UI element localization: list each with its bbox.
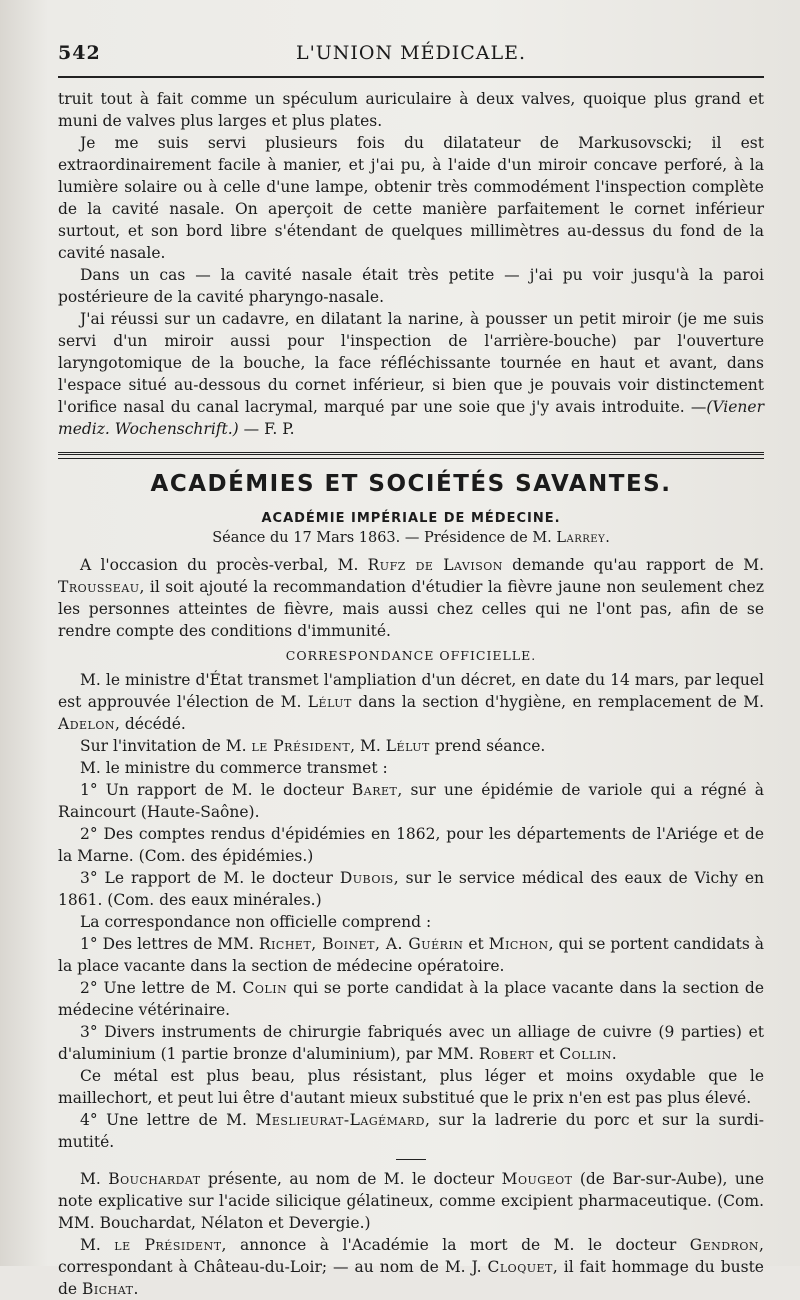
text-span: (de Bar-sur-Aube), une note explicative sur l'acide silicique gélatineux, comme excipient pharmaceutique. (Com. MM. Bouchardat, Nélaton et Devergie.)	[58, 1170, 764, 1232]
intro-paragraph-4	[58, 308, 764, 440]
seance-suffix: .	[605, 530, 610, 546]
text-span: demande qu'au rapport de M.	[502, 556, 764, 574]
person-name: Collin	[559, 1045, 612, 1063]
intro-paragraph-4-text: J'ai réussi sur un cadavre, en dilatant la narine, à pousser un petit miroir (je me suis servi d'un miroir aussi pour l'inspection de l'arrière-bouche) par l'ouverture laryngotomique de la bouche, la face réfléchissante tournée en haut et avant, dans l'espace situé au-dessous du cornet inférieur, si bien que je pouvais voir distinctement l'orifice nasal du canal lacrymal, marqué par une soie que j'y avais introduite. —	[58, 310, 764, 416]
president-title: le Président	[114, 1236, 222, 1254]
source-citation: (Viener mediz. Wochenschrift.)	[58, 398, 764, 438]
text-span: , il fait hommage du buste de	[58, 1258, 764, 1298]
text-span: dans la section d'hygiène, en remplacement de M.	[351, 693, 764, 711]
text-span: qui se porte candidat à la place vacante dans la section de médecine vétérinaire.	[58, 979, 764, 1019]
text-span: 2° Une lettre de M.	[80, 979, 243, 997]
person-name: Dubois	[339, 869, 394, 887]
seance-prefix: Séance du 17 Mars 1863. — Présidence de M.	[212, 530, 557, 546]
commerce-paragraph: M. le ministre du commerce transmet :	[80, 759, 388, 777]
text-span: présente, au nom de M. le docteur	[200, 1170, 502, 1188]
text-span: Sur l'invitation de M.	[80, 737, 252, 755]
person-name: Cloquet	[487, 1258, 553, 1276]
running-title: L'UNION MÉDICALE.	[295, 42, 527, 64]
person-name: Lélut	[307, 693, 352, 711]
text-span: et	[534, 1045, 560, 1063]
person-name: Michon	[488, 935, 549, 953]
text-span: , sur le service médical des eaux de Vichy en 1861. (Com. des eaux minérales.)	[58, 869, 764, 909]
section-title: ACADÉMIES ET SOCIÉTÉS SAVANTES.	[150, 471, 672, 497]
text-span: M.	[80, 1236, 115, 1254]
president-announce-paragraph	[58, 1234, 764, 1300]
text-span: .	[133, 1280, 139, 1298]
commerce-item-3	[58, 867, 764, 911]
person-name: Robert	[478, 1045, 535, 1063]
person-name: Baret	[351, 781, 398, 799]
person-name: Lélut	[385, 737, 430, 755]
correspondance-heading: CORRESPONDANCE OFFICIELLE.	[285, 648, 537, 663]
text-span: 3° Le rapport de M. le docteur	[80, 869, 340, 887]
text-span: 3° Divers instruments de chirurgie fabriqués avec un alliage de cuivre (9 parties) et d'aluminium (1 partie bronze d'aluminium), par MM.	[58, 1023, 764, 1063]
text-span: 1° Des lettres de MM.	[80, 935, 259, 953]
section-rule	[58, 452, 764, 459]
text-span: , correspondant à Château-du-Loir; — au nom de M. J.	[58, 1236, 764, 1276]
proces-verbal-paragraph	[58, 554, 764, 642]
text-span: , annonce à l'Académie la mort de M. le docteur	[221, 1236, 690, 1254]
nonoff-item-3	[58, 1021, 764, 1065]
text-span: , il soit ajouté la recommandation d'étudier la fièvre jaune non seulement chez les personnes atteintes de fièvre, mais aussi chez celles qui ne l'ont pas, afin de se rendre compte des conditions d'immunité.	[58, 578, 764, 640]
nonoff-item-1	[58, 933, 764, 977]
separator-rule	[396, 1159, 426, 1160]
intro-paragraph-2: Je me suis servi plusieurs fois du dilatateur de Markusovscki; il est extraordinairement facile à manier, et j'ai pu, à l'aide d'un miroir concave perforé, à la lumière solaire ou à celle d'une lampe, obtenir très commodément l'inspection complète de la cavité nasale. On aperçoit de cette manière parfaitement le cornet inférieur surtout, et son bord libre s'étendant de quelques millimètres au-dessus du fond de la cavité nasale.	[58, 134, 764, 262]
academy-heading: ACADÉMIE IMPÉRIALE DE MÉDECINE.	[261, 511, 561, 526]
text-span: A l'occasion du procès-verbal, M.	[80, 556, 368, 574]
text-span: M.	[80, 1170, 109, 1188]
text-span: , qui se portent candidats à la place vacante dans la section de médecine opératoire.	[58, 935, 764, 975]
president-title: le Président	[251, 737, 351, 755]
non-officielle-paragraph: La correspondance non officielle comprend :	[80, 913, 432, 931]
text-span: 1° Un rapport de M. le docteur	[80, 781, 352, 799]
text-span: et	[463, 935, 489, 953]
president-name: Larrey	[556, 530, 606, 546]
nonoff-item-4	[58, 1109, 764, 1153]
text-span: prend séance.	[429, 737, 546, 755]
running-head	[58, 40, 764, 68]
page-number: 542	[58, 42, 101, 64]
person-name: Mougeot	[501, 1170, 573, 1188]
person-name: Trousseau	[58, 578, 140, 596]
intro-paragraph-3: Dans un cas — la cavité nasale était très petite — j'ai pu voir jusqu'à la paroi postérieure de la cavité pharyngo-nasale.	[58, 266, 764, 306]
text-span: , décédé.	[115, 715, 186, 733]
person-name: Meslieurat-Lagémard	[255, 1111, 425, 1129]
text-span: , sur une épidémie de variole qui a régné à Raincourt (Haute-Saône).	[58, 781, 764, 821]
commerce-item-1	[58, 779, 764, 823]
person-name: Rufz de Lavison	[367, 556, 503, 574]
person-name: Richet, Boinet, A. Guérin	[258, 935, 464, 953]
commerce-item-2: 2° Des comptes rendus d'épidémies en 1862, pour les départements de l'Ariége et de la Marne. (Com. des épidémies.)	[58, 825, 764, 865]
nonoff-item-2	[58, 977, 764, 1021]
header-rule	[58, 76, 764, 78]
text-span: , sur la ladrerie du porc et sur la surdi-mutité.	[58, 1111, 765, 1151]
intro-paragraph-1: truit tout à fait comme un spéculum auriculaire à deux valves, quoique plus grand et muni de valves plus larges et plus plates.	[58, 90, 764, 130]
person-name: Adelon	[58, 715, 115, 733]
invitation-paragraph	[58, 735, 764, 757]
text-span: 4° Une lettre de M.	[80, 1111, 256, 1129]
metal-paragraph: Ce métal est plus beau, plus résistant, plus léger et moins oxydable que le maillechort, et peut lui être d'autant mieux substitué que le prix n'en est pas plus élevé.	[58, 1067, 764, 1107]
author-signature: — F. P.	[238, 420, 295, 438]
person-name: Bouchardat	[108, 1170, 201, 1188]
seance-line	[58, 530, 764, 546]
text-span: .	[611, 1045, 617, 1063]
ministre-etat-paragraph	[58, 669, 764, 735]
person-name: Bichat	[82, 1280, 134, 1298]
person-name: Colin	[242, 979, 288, 997]
person-name: Gendron	[689, 1236, 760, 1254]
bouchardat-paragraph	[58, 1168, 764, 1234]
text-span: , M.	[350, 737, 386, 755]
text-span: M. le ministre d'État transmet l'ampliation d'un décret, en date du 14 mars, par lequel est approuvée l'élection de M.	[58, 671, 764, 711]
